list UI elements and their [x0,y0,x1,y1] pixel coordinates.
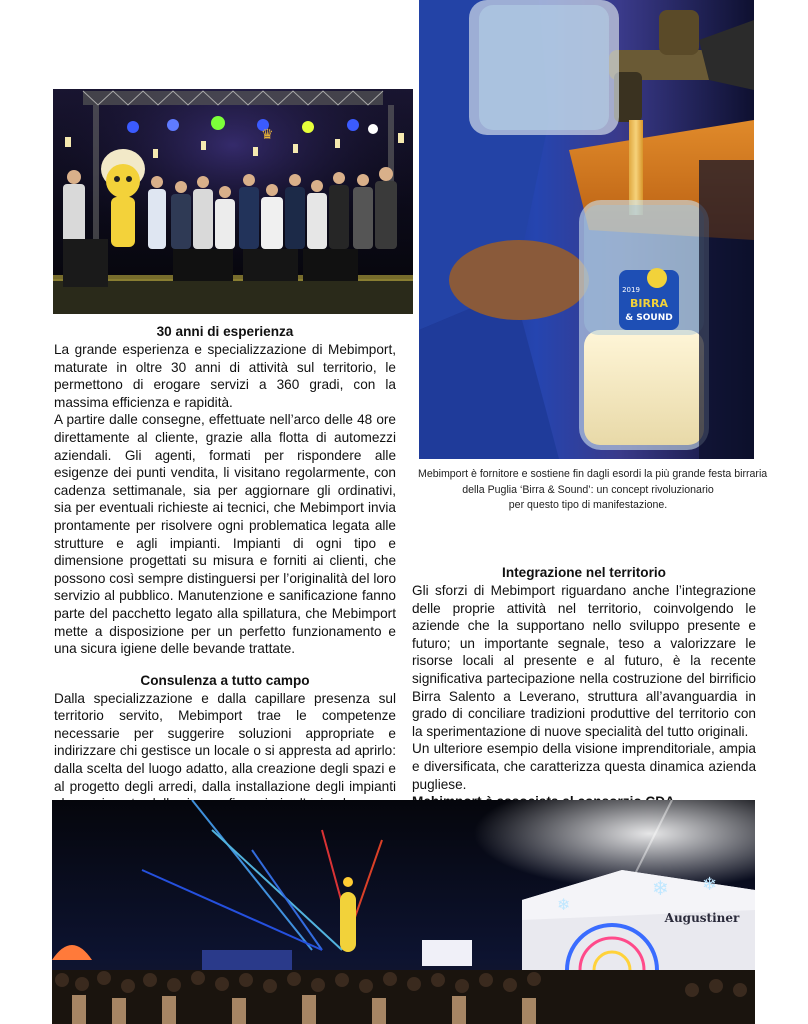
consulting-paragraph: Dalla specializzazione e dalla capillare presenza sul territorio servito, Mebimport trae le competenze necessarie per suggerire soluzioni appropriate e indirizzare chi gestisce un locale o si appresta ad aprirlo: dalla scelta del luogo adatto, alla creazione degli spazi e al progetto degli arredi, dalla installazione degli impianti [54,690,396,794]
stage-photo [53,89,413,314]
festival-photo [52,800,755,1024]
svg-text:2019: 2019 [622,286,640,294]
caption-line-1: Mebimport è fornitore e sostiene fin dagli esordi la più grande festa birraria [418,468,768,480]
svg-text:& SOUND: & SOUND [625,313,673,323]
section-title-consulting: Consulenza a tutto campo [140,672,310,688]
integration-paragraph-1: Gli sforzi di Mebimport riguardano anche l’integrazione delle proprie attività nel territorio, coinvolgendo le aziende che la supportano nello sviluppo presente e futuro; un importante segnale, teso a valorizzare le risorse locali al presente e al futuro, è la recente significativa partecipazione nella costruzione del birrificio Birra Salento a Leverano, struttura all’avanguardia in grado di conciliare tradizioni produttive del territorio con la sperimentazione di nuove specialità del tutto originali. [412,583,756,739]
svg-text:❄: ❄ [652,876,669,900]
experience-paragraph-2: A partire dalle consegne, effettuate nell’arco delle 48 ore direttamente al cliente, grazie alla flotta di automezzi aziendali. Gli agenti, formati per rispondere alle esigenze dei punti vendita, li visitano regolarmente, con cadenza settimanale, sia per aggiornare gli ordinativi, sia per eventuali richieste ai tecnici, che Mebimport invia prontamente per risolvere ogni problematica legata alle strutture e agli impianti. Impianti di ogni tipo e dimensione progettati su misura e forniti ai clienti, che possono così sempre distinguersi per l’originalità del loro servizio al pubblico. Manutenzione e sanificazione fanno parte del pacchetto legato alla spillatura, che Mebimport mette a disposizione per un perfetto funzionamento e una sicura igiene delle bevande trattate. [54,412,396,657]
mug-logo [619,268,679,330]
section-title-integration: Integrazione nel territorio [502,565,666,580]
festival-illustration [52,800,755,1024]
beer-pouring-illustration [419,0,754,459]
caption-line-3: per questo tipo di manifestazione. [508,499,668,511]
experience-paragraph-1: La grande esperienza e specializzazione di Mebimport, maturate in oltre 30 anni di attività sul territorio, le permettono di erogare servizi a 360 gradi, con la massima efficienza e rapidità. [54,342,396,410]
integration-paragraph-2: Un ulteriore esempio della visione imprenditoriale, ampia e diversificata, che caratterizza questa dinamica azienda pugliese. [412,741,756,792]
left-column [54,323,396,866]
right-column [412,564,756,811]
svg-text:❄: ❄ [557,895,571,914]
caption-line-2: della Puglia ‘Birra & Sound’: un concept rivoluzionario [462,483,714,496]
photo-caption [418,467,768,514]
beer-pouring-photo [419,0,754,459]
tent-sign: Augustiner [664,911,740,925]
section-title-experience: 30 anni di esperienza [156,324,294,339]
svg-text:❄: ❄ [702,874,718,895]
stage-photo-illustration [53,89,413,314]
stage-logo: ♛ [261,127,274,143]
svg-text:BIRRA: BIRRA [630,297,668,310]
